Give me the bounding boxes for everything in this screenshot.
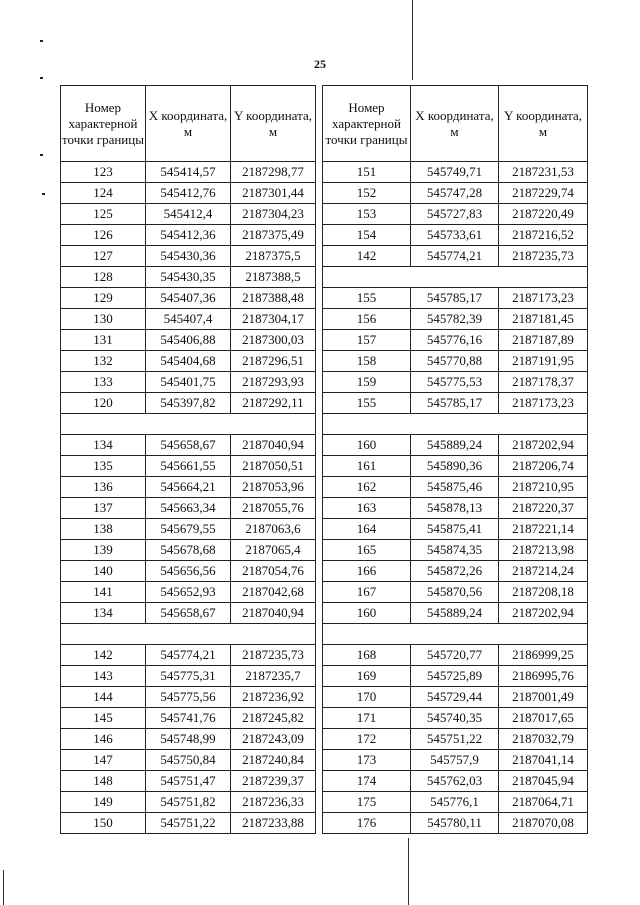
table-row	[61, 246, 316, 267]
table-row	[61, 162, 316, 183]
point-number-cell: 174	[323, 771, 411, 792]
y-coordinate-cell: 2187243,09	[231, 729, 316, 750]
point-number-cell: 145	[61, 708, 146, 729]
point-number-cell: 135	[61, 456, 146, 477]
point-number-cell: 128	[61, 267, 146, 288]
y-coordinate-cell: 2187298,77	[231, 162, 316, 183]
table-row	[323, 561, 588, 582]
table-row	[323, 351, 588, 372]
point-number-cell: 155	[323, 288, 411, 309]
x-coordinate-cell: 545775,31	[146, 666, 231, 687]
x-coordinate-cell: 545785,17	[411, 393, 499, 414]
point-number-cell: 142	[61, 645, 146, 666]
y-coordinate-cell: 2187001,49	[499, 687, 588, 708]
x-coordinate-cell: 545889,24	[411, 435, 499, 456]
y-coordinate-cell: 2187235,7	[231, 666, 316, 687]
y-coordinate-cell: 2187040,94	[231, 603, 316, 624]
x-coordinate-cell: 545780,11	[411, 813, 499, 834]
point-number-cell: 160	[323, 603, 411, 624]
y-coordinate-cell: 2187063,6	[231, 519, 316, 540]
coordinates-table-left	[60, 85, 316, 834]
point-number-cell: 163	[323, 498, 411, 519]
table-row	[323, 582, 588, 603]
group-separator-row	[323, 414, 588, 435]
y-coordinate-cell: 2187235,73	[231, 645, 316, 666]
table-row	[323, 498, 588, 519]
page-number: 25	[314, 57, 326, 71]
y-coordinate-cell: 2187220,37	[499, 498, 588, 519]
table-row	[323, 687, 588, 708]
table-row	[323, 309, 588, 330]
scan-dot	[40, 154, 43, 156]
group-separator-cell	[61, 414, 316, 435]
table-row	[61, 477, 316, 498]
point-number-cell: 159	[323, 372, 411, 393]
table-row	[323, 225, 588, 246]
point-number-cell: 167	[323, 582, 411, 603]
y-coordinate-cell: 2187050,51	[231, 456, 316, 477]
table-row	[61, 603, 316, 624]
point-number-cell: 166	[323, 561, 411, 582]
y-coordinate-cell: 2187173,23	[499, 288, 588, 309]
y-coordinate-cell: 2187202,94	[499, 603, 588, 624]
table-row	[61, 183, 316, 204]
group-separator-cell	[61, 624, 316, 645]
point-number-cell: 146	[61, 729, 146, 750]
point-number-cell: 137	[61, 498, 146, 519]
y-coordinate-cell: 2187229,74	[499, 183, 588, 204]
x-coordinate-cell: 545679,55	[146, 519, 231, 540]
point-number-cell: 153	[323, 204, 411, 225]
x-coordinate-cell: 545664,21	[146, 477, 231, 498]
x-coordinate-cell: 545725,89	[411, 666, 499, 687]
table-row	[323, 288, 588, 309]
x-coordinate-cell: 545406,88	[146, 330, 231, 351]
y-coordinate-cell: 2187214,24	[499, 561, 588, 582]
table-row	[323, 372, 588, 393]
table-row	[61, 792, 316, 813]
point-number-cell: 120	[61, 393, 146, 414]
x-coordinate-cell: 545430,36	[146, 246, 231, 267]
x-coordinate-cell: 545412,76	[146, 183, 231, 204]
table-row	[323, 540, 588, 561]
x-coordinate-cell: 545407,36	[146, 288, 231, 309]
y-coordinate-cell: 2187388,5	[231, 267, 316, 288]
scan-dot	[40, 40, 43, 42]
x-coordinate-cell: 545762,03	[411, 771, 499, 792]
x-coordinate-cell: 545720,77	[411, 645, 499, 666]
y-coordinate-cell: 2187296,51	[231, 351, 316, 372]
y-coordinate-cell: 2187293,93	[231, 372, 316, 393]
x-coordinate-cell: 545729,44	[411, 687, 499, 708]
coordinates-table-right	[322, 85, 588, 834]
y-coordinate-cell: 2186995,76	[499, 666, 588, 687]
table-row	[323, 204, 588, 225]
point-number-cell: 168	[323, 645, 411, 666]
table-row	[323, 771, 588, 792]
point-number-cell: 155	[323, 393, 411, 414]
y-coordinate-cell: 2187235,73	[499, 246, 588, 267]
y-coordinate-cell: 2187191,95	[499, 351, 588, 372]
point-number-cell: 148	[61, 771, 146, 792]
table-row	[61, 225, 316, 246]
group-separator-cell	[323, 267, 588, 288]
table-row	[61, 204, 316, 225]
table-row	[61, 393, 316, 414]
group-separator-cell	[323, 624, 588, 645]
point-number-cell: 147	[61, 750, 146, 771]
x-coordinate-cell: 545775,56	[146, 687, 231, 708]
y-coordinate-cell: 2187045,94	[499, 771, 588, 792]
x-coordinate-cell: 545890,36	[411, 456, 499, 477]
point-number-cell: 176	[323, 813, 411, 834]
y-coordinate-cell: 2187054,76	[231, 561, 316, 582]
x-coordinate-cell: 545663,34	[146, 498, 231, 519]
group-separator-row	[61, 624, 316, 645]
x-coordinate-cell: 545661,55	[146, 456, 231, 477]
table-row	[61, 750, 316, 771]
x-coordinate-cell: 545775,53	[411, 372, 499, 393]
x-coordinate-cell: 545770,88	[411, 351, 499, 372]
point-number-cell: 154	[323, 225, 411, 246]
table-row	[61, 498, 316, 519]
x-coordinate-cell: 545414,57	[146, 162, 231, 183]
x-coordinate-cell: 545741,76	[146, 708, 231, 729]
point-number-cell: 139	[61, 540, 146, 561]
x-coordinate-cell: 545785,17	[411, 288, 499, 309]
point-number-cell: 162	[323, 477, 411, 498]
x-coordinate-cell: 545774,21	[411, 246, 499, 267]
table-row	[61, 351, 316, 372]
y-coordinate-cell: 2187300,03	[231, 330, 316, 351]
point-number-cell: 144	[61, 687, 146, 708]
table-row	[61, 330, 316, 351]
x-coordinate-cell: 545757,9	[411, 750, 499, 771]
x-coordinate-cell: 545776,1	[411, 792, 499, 813]
point-number-cell: 161	[323, 456, 411, 477]
y-coordinate-cell: 2187216,52	[499, 225, 588, 246]
header-x: X координата, м	[146, 86, 231, 162]
y-coordinate-cell: 2187375,49	[231, 225, 316, 246]
y-coordinate-cell: 2187301,44	[231, 183, 316, 204]
x-coordinate-cell: 545875,41	[411, 519, 499, 540]
header-y: Y координата, м	[231, 86, 316, 162]
y-coordinate-cell: 2187220,49	[499, 204, 588, 225]
table-row	[61, 561, 316, 582]
table-row	[61, 813, 316, 834]
x-coordinate-cell: 545776,16	[411, 330, 499, 351]
x-coordinate-cell: 545751,47	[146, 771, 231, 792]
x-coordinate-cell: 545889,24	[411, 603, 499, 624]
point-number-cell: 175	[323, 792, 411, 813]
y-coordinate-cell: 2187187,89	[499, 330, 588, 351]
point-number-cell: 152	[323, 183, 411, 204]
y-coordinate-cell: 2187292,11	[231, 393, 316, 414]
point-number-cell: 123	[61, 162, 146, 183]
scan-line-top	[412, 0, 413, 80]
table-row	[61, 771, 316, 792]
x-coordinate-cell: 545782,39	[411, 309, 499, 330]
point-number-cell: 164	[323, 519, 411, 540]
table-row	[323, 183, 588, 204]
table-row	[61, 267, 316, 288]
table-row	[323, 246, 588, 267]
y-coordinate-cell: 2187065,4	[231, 540, 316, 561]
point-number-cell: 141	[61, 582, 146, 603]
table-row	[61, 540, 316, 561]
x-coordinate-cell: 545875,46	[411, 477, 499, 498]
table-row	[61, 435, 316, 456]
x-coordinate-cell: 545658,67	[146, 603, 231, 624]
point-number-cell: 149	[61, 792, 146, 813]
table-row	[61, 729, 316, 750]
table-row	[61, 687, 316, 708]
y-coordinate-cell: 2187206,74	[499, 456, 588, 477]
point-number-cell: 129	[61, 288, 146, 309]
y-coordinate-cell: 2187210,95	[499, 477, 588, 498]
table-header-row	[323, 86, 588, 162]
x-coordinate-cell: 545412,36	[146, 225, 231, 246]
table-row	[323, 435, 588, 456]
table-row	[323, 393, 588, 414]
y-coordinate-cell: 2187240,84	[231, 750, 316, 771]
point-number-cell: 134	[61, 603, 146, 624]
point-number-cell: 170	[323, 687, 411, 708]
y-coordinate-cell: 2187375,5	[231, 246, 316, 267]
header-x: X координата, м	[411, 86, 499, 162]
table-row	[61, 666, 316, 687]
point-number-cell: 132	[61, 351, 146, 372]
point-number-cell: 171	[323, 708, 411, 729]
table-row	[61, 708, 316, 729]
table-row	[323, 813, 588, 834]
x-coordinate-cell: 545749,71	[411, 162, 499, 183]
table-row	[61, 372, 316, 393]
table-row	[61, 519, 316, 540]
x-coordinate-cell: 545678,68	[146, 540, 231, 561]
y-coordinate-cell: 2187388,48	[231, 288, 316, 309]
x-coordinate-cell: 545740,35	[411, 708, 499, 729]
table-row	[61, 645, 316, 666]
point-number-cell: 156	[323, 309, 411, 330]
x-coordinate-cell: 545870,56	[411, 582, 499, 603]
x-coordinate-cell: 545401,75	[146, 372, 231, 393]
y-coordinate-cell: 2187178,37	[499, 372, 588, 393]
point-number-cell: 127	[61, 246, 146, 267]
point-number-cell: 160	[323, 435, 411, 456]
table-row	[61, 582, 316, 603]
y-coordinate-cell: 2187040,94	[231, 435, 316, 456]
point-number-cell: 173	[323, 750, 411, 771]
group-separator-row	[323, 267, 588, 288]
point-number-cell: 125	[61, 204, 146, 225]
point-number-cell: 130	[61, 309, 146, 330]
y-coordinate-cell: 2187231,53	[499, 162, 588, 183]
x-coordinate-cell: 545874,35	[411, 540, 499, 561]
scan-dot	[40, 77, 43, 79]
x-coordinate-cell: 545727,83	[411, 204, 499, 225]
x-coordinate-cell: 545748,99	[146, 729, 231, 750]
point-number-cell: 158	[323, 351, 411, 372]
x-coordinate-cell: 545774,21	[146, 645, 231, 666]
table-row	[323, 603, 588, 624]
y-coordinate-cell: 2187236,92	[231, 687, 316, 708]
y-coordinate-cell: 2187055,76	[231, 498, 316, 519]
x-coordinate-cell: 545750,84	[146, 750, 231, 771]
y-coordinate-cell: 2187017,65	[499, 708, 588, 729]
x-coordinate-cell: 545656,56	[146, 561, 231, 582]
point-number-cell: 142	[323, 246, 411, 267]
x-coordinate-cell: 545397,82	[146, 393, 231, 414]
group-separator-cell	[323, 414, 588, 435]
y-coordinate-cell: 2186999,25	[499, 645, 588, 666]
point-number-cell: 134	[61, 435, 146, 456]
table-row	[323, 456, 588, 477]
y-coordinate-cell: 2187245,82	[231, 708, 316, 729]
point-number-cell: 126	[61, 225, 146, 246]
table-row	[323, 708, 588, 729]
point-number-cell: 157	[323, 330, 411, 351]
y-coordinate-cell: 2187042,68	[231, 582, 316, 603]
point-number-cell: 133	[61, 372, 146, 393]
y-coordinate-cell: 2187032,79	[499, 729, 588, 750]
x-coordinate-cell: 545412,4	[146, 204, 231, 225]
x-coordinate-cell: 545747,28	[411, 183, 499, 204]
x-coordinate-cell: 545407,4	[146, 309, 231, 330]
y-coordinate-cell: 2187304,23	[231, 204, 316, 225]
table-row	[61, 288, 316, 309]
point-number-cell: 172	[323, 729, 411, 750]
table-row	[61, 309, 316, 330]
x-coordinate-cell: 545878,13	[411, 498, 499, 519]
y-coordinate-cell: 2187236,33	[231, 792, 316, 813]
table-row	[323, 729, 588, 750]
scan-line-bottom	[408, 838, 409, 905]
point-number-cell: 165	[323, 540, 411, 561]
y-coordinate-cell: 2187041,14	[499, 750, 588, 771]
table-row	[61, 456, 316, 477]
table-row	[323, 645, 588, 666]
y-coordinate-cell: 2187221,14	[499, 519, 588, 540]
y-coordinate-cell: 2187213,98	[499, 540, 588, 561]
table-row	[323, 750, 588, 771]
point-number-cell: 169	[323, 666, 411, 687]
point-number-cell: 140	[61, 561, 146, 582]
x-coordinate-cell: 545652,93	[146, 582, 231, 603]
table-row	[323, 666, 588, 687]
x-coordinate-cell: 545404,68	[146, 351, 231, 372]
table-row	[323, 330, 588, 351]
x-coordinate-cell: 545751,22	[146, 813, 231, 834]
y-coordinate-cell: 2187064,71	[499, 792, 588, 813]
x-coordinate-cell: 545658,67	[146, 435, 231, 456]
x-coordinate-cell: 545430,35	[146, 267, 231, 288]
y-coordinate-cell: 2187239,37	[231, 771, 316, 792]
point-number-cell: 124	[61, 183, 146, 204]
x-coordinate-cell: 545751,22	[411, 729, 499, 750]
group-separator-row	[61, 414, 316, 435]
y-coordinate-cell: 2187304,17	[231, 309, 316, 330]
y-coordinate-cell: 2187202,94	[499, 435, 588, 456]
scan-dot	[42, 193, 45, 195]
point-number-cell: 138	[61, 519, 146, 540]
table-row	[323, 477, 588, 498]
x-coordinate-cell: 545872,26	[411, 561, 499, 582]
table-row	[323, 162, 588, 183]
y-coordinate-cell: 2187181,45	[499, 309, 588, 330]
y-coordinate-cell: 2187208,18	[499, 582, 588, 603]
y-coordinate-cell: 2187233,88	[231, 813, 316, 834]
table-row	[323, 792, 588, 813]
y-coordinate-cell: 2187053,96	[231, 477, 316, 498]
header-y: Y координата, м	[499, 86, 588, 162]
point-number-cell: 150	[61, 813, 146, 834]
point-number-cell: 136	[61, 477, 146, 498]
header-point: Номер характерной точки границы	[61, 86, 146, 162]
y-coordinate-cell: 2187070,08	[499, 813, 588, 834]
x-coordinate-cell: 545733,61	[411, 225, 499, 246]
table-header-row	[61, 86, 316, 162]
header-point: Номер характерной точки границы	[323, 86, 411, 162]
group-separator-row	[323, 624, 588, 645]
point-number-cell: 143	[61, 666, 146, 687]
point-number-cell: 131	[61, 330, 146, 351]
x-coordinate-cell: 545751,82	[146, 792, 231, 813]
y-coordinate-cell: 2187173,23	[499, 393, 588, 414]
table-row	[323, 519, 588, 540]
point-number-cell: 151	[323, 162, 411, 183]
scan-line-left-edge	[3, 870, 4, 905]
